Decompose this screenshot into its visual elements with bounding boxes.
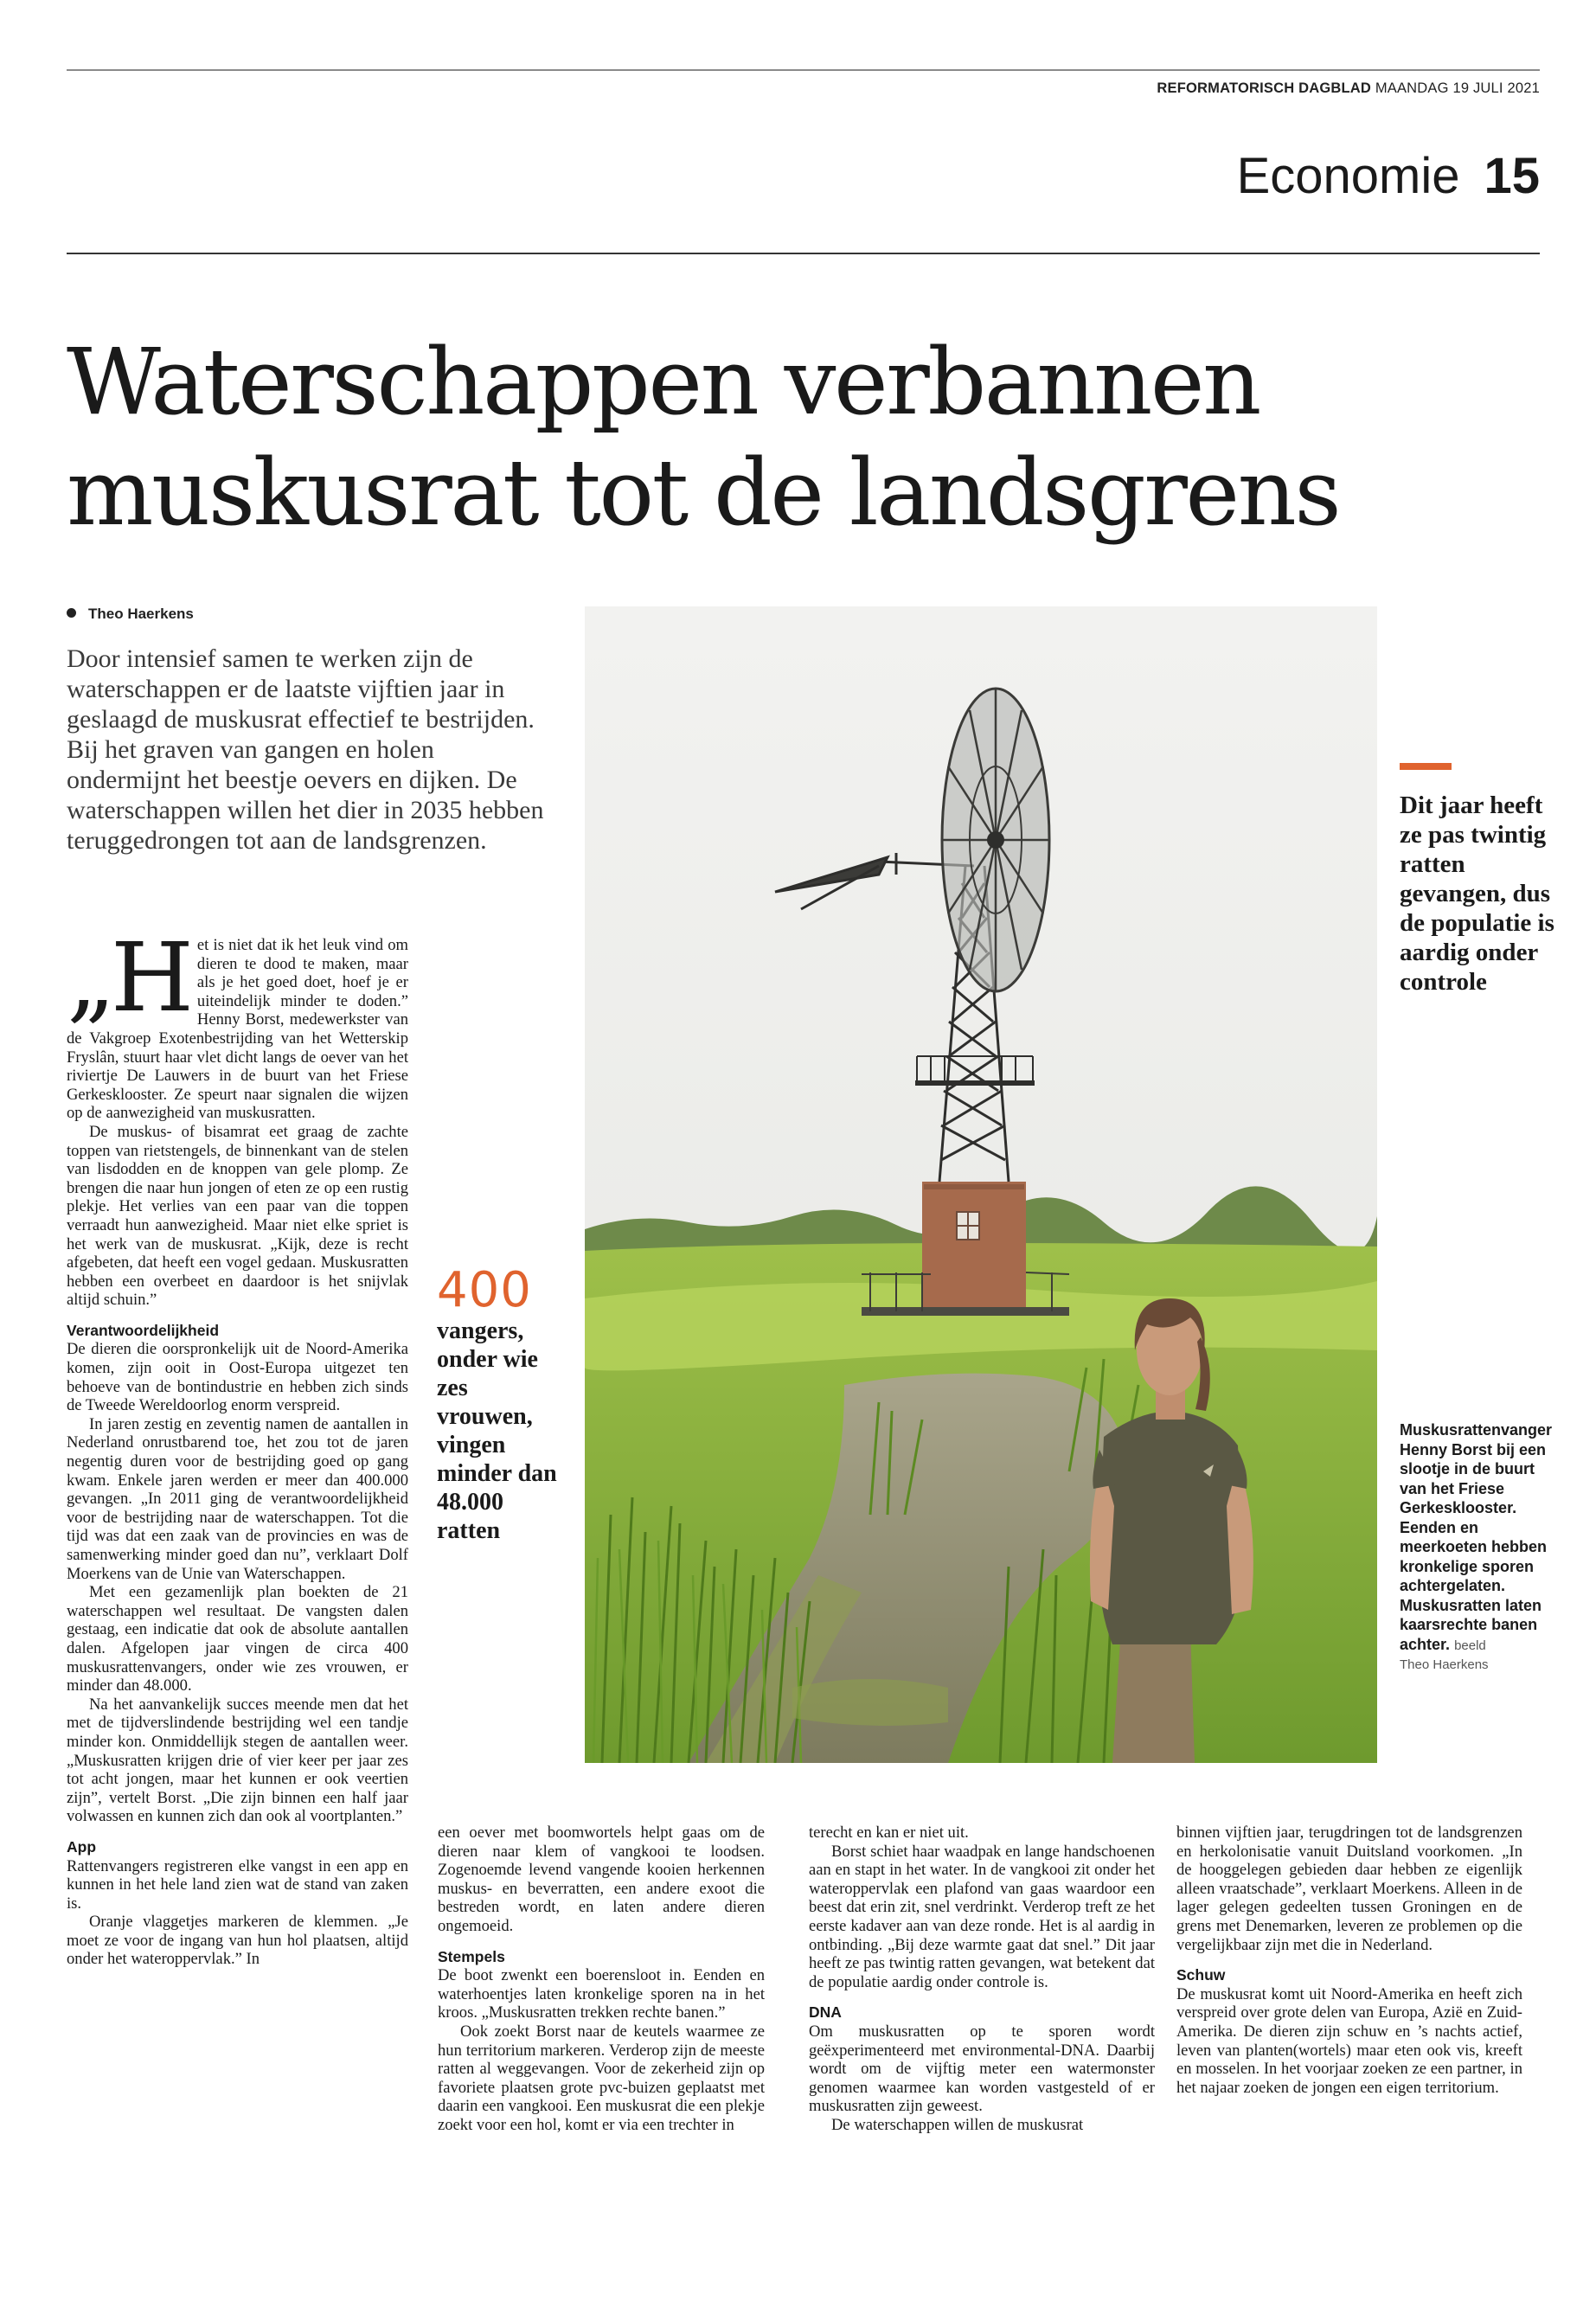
photo-windmill-scene (585, 606, 1377, 1763)
pull-quote-text: Dit jaar heeft ze pas twintig ratten gevangen, dus de populatie is aardig onder controle (1400, 792, 1554, 996)
masthead (995, 80, 1540, 97)
intro-paragraph: Door intensief samen te werken zijn de waterschappen er de laatste vijftien jaar in geslaagd de muskusrat effectief te bestrijden. Bij het graven van gangen en holen ondermijnt het beestje oevers en dijken. De waterschappen willen het dier in 2035 hebben teruggedrongen tot aan de landsgrenzen. (67, 644, 544, 855)
caption-credit-label: beeld (1454, 1638, 1486, 1653)
section-name: Economie (1236, 148, 1460, 204)
byline-author: Theo Haerkens (88, 606, 194, 622)
stat-box (437, 1262, 567, 1545)
headline-line-2: muskusrat tot de landsgrens (67, 439, 1340, 546)
article-paragraph: De waterschappen willen de muskusrat (831, 2115, 1084, 2134)
subheading-stempels: Stempels (438, 1947, 505, 1965)
dropcap: „H (67, 922, 189, 1033)
article-column-4 (1176, 1823, 1522, 2097)
subheading-verantwoordelijkheid: Verantwoordelijkheid (67, 1321, 220, 1339)
caption-credit-name: Theo Haerkens (1400, 1657, 1489, 1672)
subheading-app: App (67, 1837, 97, 1856)
article-paragraph: De muskusrat komt uit Noord-Amerika en heeft zich verspreid over grote delen van Europa, Azië en Zuid-Amerika. De dieren zijn schuw en ’s nachts actief, leven van planten(wortels) maar eten ook vis, kreeft en mosselen. In het voorjaar zoeken ze een partner, in het najaar zoeken de jongen een eigen territorium. (1176, 1984, 1522, 2097)
stat-number: 400 (437, 1262, 532, 1318)
article-column-1 (67, 922, 408, 1969)
accent-bar (1400, 763, 1452, 770)
pull-quote (1400, 763, 1555, 997)
byline (67, 606, 194, 623)
article-paragraph: Oranje vlaggetjes markeren de klemmen. „Je moet ze voor de ingang van hun hol plaatsen, altijd onder het wateroppervlak.” In (67, 1913, 408, 1969)
subheading-dna: DNA (809, 2003, 842, 2022)
caption-text: Muskusrattenvanger Henny Borst bij een slootje in de buurt van het Friese Gerkesklooster. Eenden en meerkoeten hebben kronkelige sporen achtergelaten. Muskusratten laten kaarsrechte banen achter. (1400, 1421, 1553, 1653)
top-rule (67, 69, 1540, 71)
section-rule (67, 253, 1540, 254)
stat-text: vangers, onder wie zes vrouwen, vingen minder dan 48.000 ratten (437, 1317, 557, 1544)
article-paragraph: binnen vijftien jaar, terugdringen tot de landsgrenzen en herkolonisatie vanuit Duitsland voorkomen. „In de hooggelegen gebieden daar hebben ze eigenlijk alleen vraatschade”, verklaart Moerkens. Alleen in de lager gelegen gedeelten tussen Groningen en de grens met Denemarken, leveren ze problemen op die vergelijkbaar zijn met die in Nederland. (1176, 1823, 1522, 1954)
article-column-2 (438, 1823, 765, 2135)
article-photo (585, 606, 1377, 1763)
page-number: 15 (1484, 148, 1540, 204)
bullet-icon (67, 608, 76, 618)
article-paragraph: Borst schiet haar waadpak en lange handschoenen aan en stapt in het water. In de vangkooi zit onder het wateroppervlak een plafond van gaas waardoor een beest dat erin zit, snel verdrinkt. Verderop treft ze het eerste kadaver aan van deze ronde. Het is al aardig in ontbinding. „Bij deze warmte gaat dat snel.” Dit jaar heeft ze pas twintig ratten gevangen, wat betekent dat de populatie aardig onder controle is. (809, 1842, 1155, 1991)
article-paragraph: Om muskusratten op te sporen wordt geëxperimenteerd met environmental-DNA. Daarbij wordt om de vijftig meter een watermonster genomen waarmee kan worden vastgesteld of er muskusratten zijn geweest. (809, 2022, 1155, 2116)
section-header (1125, 147, 1540, 205)
article-paragraph: De muskus- of bisamrat eet graag de zachte toppen van rietstengels, de binnenkant van de stelen van lisdodden en de knoppen van gele plomp. Ze brengen die naar hun jongen of eten ze op een rustig plekje. Het verlies van een paar van die toppen verraadt hun aanwezigheid. Maar niet elke spriet is het werk van de muskusrat. „Kijk, deze is recht afgebeten, dat heeft een vogel gedaan. Muskusratten hebben een overbeet en daardoor is het snijvlak altijd schuin.” (67, 1122, 408, 1310)
article-paragraph: Ook zoekt Borst naar de keutels waarmee ze hun territorium markeren. Verderop zijn de meeste ratten al weggevangen. Voor de zekerheid zijn op favoriete plaatsen grote pvc-buizen geplaatst met daarin een vangkooi. Een muskusrat die een plekje zoekt voor een hol, komt er via een trechter in (438, 2022, 765, 2134)
article-paragraph: „Het is niet dat ik het leuk vind om dieren te dood te maken, maar als je het goed doet, hoef je er uiteindelijk minder te doden.” Henny Borst, medewerkster van de Vakgroep Exotenbestrijding van het Wetterskip Fryslân, stuurt haar vlet dicht langs de oever van het riviertje De Lauwers in de buurt van het Friese Gerkesklooster. Ze speurt naar signalen die wijzen op de aanwezigheid van muskusratten. (67, 922, 408, 1123)
headline (67, 327, 1537, 548)
article-column-3 (809, 1823, 1155, 2135)
article-paragraph: terecht en kan er niet uit. (809, 1823, 969, 1842)
masthead-date: MAANDAG 19 JULI 2021 (1375, 80, 1540, 96)
article-paragraph: een oever met boomwortels helpt gaas om de dieren naar klem of vangkooi te loodsen. Zogenoemde levend vangende kooien herkennen muskus- en beverratten, een andere exoot die bestreden wordt, en laten andere dieren ongemoeid. (438, 1823, 765, 1935)
headline-line-1: Waterschappen verbannen (67, 329, 1259, 435)
masthead-paper: REFORMATORISCH DAGBLAD (1157, 80, 1372, 96)
subheading-schuw: Schuw (1176, 1966, 1226, 1984)
article-paragraph: Met een gezamenlijk plan boekten de 21 waterschappen wel resultaat. De vangsten dalen gestaag, een indicatie dat ook de absolute aantallen dalen. Afgelopen jaar vingen de circa 400 muskusrattenvangers, onder wie zes vrouwen, er minder dan 48.000. (67, 1583, 408, 1695)
article-paragraph: Na het aanvankelijk succes meende men dat het met de tijdverslindende bestrijding wel een tandje minder kon. Onmiddellijk stegen de aantallen weer. „Muskusratten krijgen drie of vier keer per jaar zes tot acht jongen, maar het kunnen er ook veertien zijn”, vertelt Borst. „Die zijn binnen een half jaar volwassen en kunnen zich dan ook al voortplanten.” (67, 1695, 408, 1826)
article-paragraph: Rattenvangers registreren elke vangst in een app en kunnen in het hele land zien wat de stand van zaken is. (67, 1856, 408, 1913)
article-paragraph: De boot zwenkt een boerensloot in. Eenden en waterhoentjes laten kronkelige sporen na in het kroos. „Muskusratten trekken rechte banen.” (438, 1966, 765, 2022)
photo-caption (1400, 1420, 1551, 1676)
article-paragraph: In jaren zestig en zeventig namen de aantallen in Nederland onrustbarend toe, het zou tot de jaren negentig duren voor de bestrijding goed op gang kwam. Enkele jaren werden er meer dan 400.000 gevangen. „In 2011 ging de verantwoordelijkheid voor de bestrijding naar de waterschappen. Tot die tijd was dat een zaak van de provincies en was de samenwerking minder goed dan nu”, verklaart Dolf Moerkens van de Unie van Waterschappen. (67, 1414, 408, 1583)
article-paragraph: De dieren die oorspronkelijk uit de Noord-Amerika komen, zijn ooit in Oost-Europa uitgezet ten behoeve van de bontindustrie en hebben zich sinds de Tweede Wereldoorlog enorm verspreid. (67, 1340, 408, 1415)
